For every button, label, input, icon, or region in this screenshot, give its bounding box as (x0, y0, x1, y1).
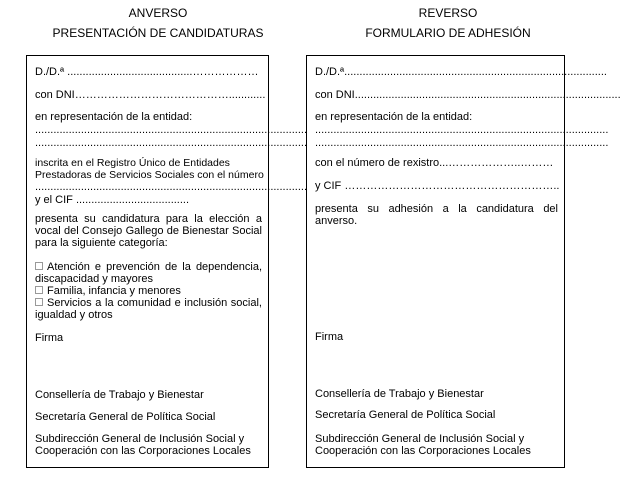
addressee-directorate-line-2: Cooperación con las Corporaciones Locales (35, 445, 251, 457)
signature-label: Firma (35, 332, 64, 344)
entity-field-line-2[interactable]: ................................................................................................ (315, 137, 609, 149)
checkbox-icon[interactable] (35, 298, 43, 306)
entity-field-line-1[interactable]: ......................................................................................... (35, 124, 307, 136)
dni-field[interactable]: con DNI……………………………………............ (35, 89, 266, 101)
addressee-directorate-line-2: Cooperación con las Corporaciones Locales (315, 445, 531, 457)
reverso-subtitle: FORMULARIO DE ADHESIÓN (365, 26, 531, 40)
option-community[interactable] (35, 297, 262, 321)
reverso-form (306, 55, 621, 468)
addressee-directorate-line-1: Subdirección General de Inclusión Social y (35, 433, 245, 445)
candidacy-text: presenta su candidatura para la elección a vocal del Consejo Gallego de Bienestar Social para la siguiente categoría: (35, 213, 262, 249)
anverso-subtitle: PRESENTACIÓN DE CANDIDATURAS (52, 26, 264, 40)
checkbox-icon[interactable] (35, 286, 43, 294)
name-field[interactable]: D./D.ª...................................................................................... (315, 66, 607, 78)
option-dependency-label: Atención e prevención de la dependencia, discapacidad y mayores (35, 261, 262, 285)
anverso-form (26, 55, 307, 468)
addressee-ministry: Consellería de Trabajo y Bienestar (35, 389, 204, 401)
registry-text-line-1: inscrita en el Registro Único de Entidades (35, 157, 230, 169)
representation-label: en representación de la entidad: (35, 111, 193, 123)
option-dependency[interactable] (35, 261, 262, 285)
checkbox-icon[interactable] (35, 262, 43, 270)
representation-label: en representación de la entidad: (315, 111, 473, 123)
anverso-title: ANVERSO (128, 6, 188, 20)
option-family-label: Familia, infancia y menores (47, 285, 181, 297)
reverso-heading (320, 6, 576, 40)
addressee-ministry: Consellería de Trabajo y Bienestar (315, 388, 484, 400)
addressee-directorate-line-1: Subdirección General de Inclusión Social y (315, 433, 525, 445)
entity-field-line-2[interactable]: ......................................................................................... (35, 137, 307, 149)
anverso-heading (30, 6, 286, 40)
addressee-secretariat: Secretaría General de Política Social (35, 411, 216, 423)
name-field[interactable]: D./D.ª .........................................……………… (35, 66, 259, 78)
cif-field[interactable]: y CIF ………………………………………………….. (315, 180, 560, 192)
addressee-secretariat: Secretaría General de Política Social (315, 409, 496, 421)
registry-number-field[interactable]: con el número de rexistro...………………..……… (315, 157, 554, 169)
adhesion-text: presenta su adhesión a la candidatura del anverso. (315, 203, 558, 227)
option-family[interactable] (35, 285, 262, 297)
reverso-title: REVERSO (418, 6, 478, 20)
registry-number-field[interactable]: ......................................................................................... (35, 181, 307, 193)
signature-label: Firma (315, 331, 344, 343)
dni-field[interactable]: con DNI....................................................................................... (315, 89, 621, 101)
option-community-label: Servicios a la comunidad e inclusión social, igualdad y otros (35, 297, 262, 321)
registry-text-line-2: Prestadoras de Servicios Sociales con el número (35, 169, 264, 181)
entity-field-line-1[interactable]: ................................................................................................ (315, 124, 609, 136)
cif-field[interactable]: y el CIF ..................................... (35, 194, 190, 206)
